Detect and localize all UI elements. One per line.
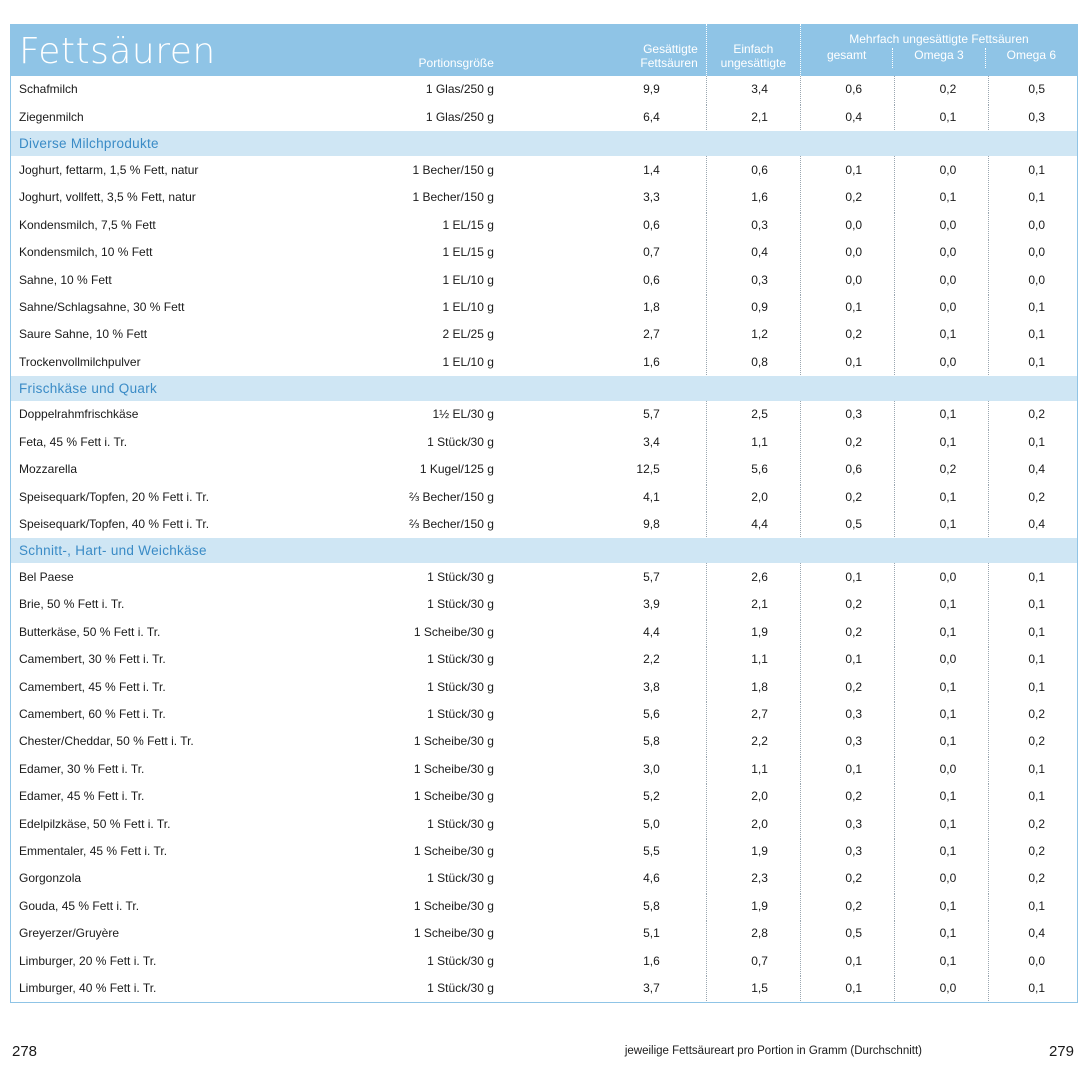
portion-size: 1 Scheibe/30 g: [394, 919, 502, 946]
omega6-value: 0,1: [989, 673, 1077, 700]
table-row: [11, 483, 1077, 510]
mono-value: 2,3: [706, 865, 800, 892]
omega6-value: 0,2: [989, 401, 1077, 428]
food-name: Limburger, 40 % Fett i. Tr.: [11, 974, 394, 1001]
omega3-value: 0,1: [895, 103, 989, 130]
portion-size: 2 EL/25 g: [394, 321, 502, 348]
omega3-value: 0,1: [895, 184, 989, 211]
omega3-value: 0,1: [895, 700, 989, 727]
portion-size: 1 EL/15 g: [394, 211, 502, 238]
omega6-value: 0,2: [989, 700, 1077, 727]
saturated-value: 5,7: [502, 563, 706, 590]
category-row: [11, 538, 1077, 564]
food-name: Joghurt, fettarm, 1,5 % Fett, natur: [11, 156, 394, 183]
saturated-value: 5,7: [502, 401, 706, 428]
omega3-value: 0,1: [895, 892, 989, 919]
portion-size: 1 Scheibe/30 g: [394, 618, 502, 645]
omega6-value: 0,0: [989, 266, 1077, 293]
omega6-value: 0,3: [989, 103, 1077, 130]
mono-value: 1,2: [706, 321, 800, 348]
table-row: [11, 563, 1077, 590]
table-row: [11, 184, 1077, 211]
omega6-value: 0,2: [989, 865, 1077, 892]
poly-total-value: 0,1: [800, 293, 894, 320]
omega3-value: 0,1: [895, 483, 989, 510]
omega6-value: 0,1: [989, 428, 1077, 455]
poly-total-value: 0,3: [800, 401, 894, 428]
category-row: [11, 131, 1077, 157]
poly-total-value: 0,2: [800, 892, 894, 919]
omega3-value: 0,1: [895, 618, 989, 645]
food-name: Camembert, 60 % Fett i. Tr.: [11, 700, 394, 727]
food-name: Bel Paese: [11, 563, 394, 590]
saturated-value: 5,5: [502, 837, 706, 864]
food-name: Emmentaler, 45 % Fett i. Tr.: [11, 837, 394, 864]
omega6-value: 0,0: [989, 211, 1077, 238]
table-row: [11, 266, 1077, 293]
food-name: Ziegenmilch: [11, 103, 394, 130]
portion-size: 1 EL/10 g: [394, 348, 502, 375]
omega6-value: 0,1: [989, 348, 1077, 375]
page-footer: [0, 1043, 1088, 1063]
mono-value: 2,7: [706, 700, 800, 727]
omega3-value: 0,2: [895, 456, 989, 483]
poly-total-value: 0,1: [800, 348, 894, 375]
saturated-value: 1,4: [502, 156, 706, 183]
category-row: [11, 375, 1077, 401]
food-name: Doppelrahmfrischkäse: [11, 401, 394, 428]
header-multi-total: gesamt: [826, 48, 867, 62]
mono-value: 0,3: [706, 211, 800, 238]
category-label: Schnitt-, Hart- und Weichkäse: [11, 538, 1077, 564]
mono-value: 1,1: [706, 646, 800, 673]
table-row: [11, 456, 1077, 483]
poly-total-value: 0,1: [800, 974, 894, 1001]
saturated-value: 9,9: [502, 76, 706, 103]
mono-value: 2,8: [706, 919, 800, 946]
food-name: Chester/Cheddar, 50 % Fett i. Tr.: [11, 728, 394, 755]
food-name: Kondensmilch, 10 % Fett: [11, 238, 394, 265]
portion-size: 1 Stück/30 g: [394, 646, 502, 673]
portion-size: 1 Stück/30 g: [394, 974, 502, 1001]
saturated-value: 0,6: [502, 266, 706, 293]
food-name: Edamer, 45 % Fett i. Tr.: [11, 782, 394, 809]
portion-size: 1 Stück/30 g: [394, 428, 502, 455]
omega3-value: 0,0: [895, 238, 989, 265]
portion-size: 1 Becher/150 g: [394, 184, 502, 211]
table-header: [11, 24, 1077, 76]
saturated-value: 12,5: [502, 456, 706, 483]
mono-value: 2,1: [706, 591, 800, 618]
food-name: Edamer, 30 % Fett i. Tr.: [11, 755, 394, 782]
poly-total-value: 0,2: [800, 483, 894, 510]
header-multi: [800, 24, 1077, 76]
food-name: Mozzarella: [11, 456, 394, 483]
omega6-value: 0,0: [989, 238, 1077, 265]
portion-size: 1 EL/10 g: [394, 293, 502, 320]
saturated-value: 5,8: [502, 892, 706, 919]
portion-size: 1 Scheibe/30 g: [394, 837, 502, 864]
table-row: [11, 673, 1077, 700]
omega6-value: 0,1: [989, 782, 1077, 809]
portion-size: 1 Stück/30 g: [394, 947, 502, 974]
saturated-value: 9,8: [502, 510, 706, 537]
mono-value: 2,6: [706, 563, 800, 590]
saturated-value: 0,7: [502, 238, 706, 265]
saturated-value: 6,4: [502, 103, 706, 130]
poly-total-value: 0,0: [800, 211, 894, 238]
footer-note: jeweilige Fettsäureart pro Portion in Gramm (Durchschnitt): [624, 1045, 922, 1057]
page-number-left: 278: [12, 1043, 38, 1060]
table-row: [11, 211, 1077, 238]
omega6-value: 0,1: [989, 618, 1077, 645]
food-name: Brie, 50 % Fett i. Tr.: [11, 591, 394, 618]
food-name: Gouda, 45 % Fett i. Tr.: [11, 892, 394, 919]
mono-value: 2,2: [706, 728, 800, 755]
portion-size: 1 Scheibe/30 g: [394, 728, 502, 755]
portion-size: 1 Stück/30 g: [394, 563, 502, 590]
food-name: Kondensmilch, 7,5 % Fett: [11, 211, 394, 238]
omega6-value: 0,1: [989, 646, 1077, 673]
table-row: [11, 919, 1077, 946]
portion-size: 1 Scheibe/30 g: [394, 892, 502, 919]
saturated-value: 3,3: [502, 184, 706, 211]
food-name: Feta, 45 % Fett i. Tr.: [11, 428, 394, 455]
poly-total-value: 0,2: [800, 865, 894, 892]
saturated-value: 5,1: [502, 919, 706, 946]
portion-size: 1 EL/15 g: [394, 238, 502, 265]
poly-total-value: 0,1: [800, 646, 894, 673]
portion-size: 1 Kugel/125 g: [394, 456, 502, 483]
mono-value: 0,4: [706, 238, 800, 265]
header-mono-line2: ungesättigte: [720, 56, 787, 70]
omega6-value: 0,1: [989, 321, 1077, 348]
header-omega3: Omega 3: [892, 48, 984, 68]
omega3-value: 0,0: [895, 348, 989, 375]
table-row: [11, 892, 1077, 919]
omega3-value: 0,1: [895, 401, 989, 428]
mono-value: 0,9: [706, 293, 800, 320]
food-name: Speisequark/Topfen, 40 % Fett i. Tr.: [11, 510, 394, 537]
saturated-value: 1,8: [502, 293, 706, 320]
table-row: [11, 238, 1077, 265]
mono-value: 0,6: [706, 156, 800, 183]
omega6-value: 0,2: [989, 728, 1077, 755]
omega3-value: 0,1: [895, 510, 989, 537]
poly-total-value: 0,2: [800, 782, 894, 809]
poly-total-value: 0,3: [800, 728, 894, 755]
food-name: Joghurt, vollfett, 3,5 % Fett, natur: [11, 184, 394, 211]
poly-total-value: 0,1: [800, 755, 894, 782]
category-label: Diverse Milchprodukte: [11, 131, 1077, 157]
omega6-value: 0,2: [989, 810, 1077, 837]
omega3-value: 0,1: [895, 673, 989, 700]
omega6-value: 0,2: [989, 837, 1077, 864]
food-name: Camembert, 45 % Fett i. Tr.: [11, 673, 394, 700]
page-number-right: 279: [1048, 1043, 1074, 1060]
table-row: [11, 156, 1077, 183]
mono-value: 1,9: [706, 892, 800, 919]
omega6-value: 0,1: [989, 184, 1077, 211]
poly-total-value: 0,2: [800, 591, 894, 618]
poly-total-value: 0,0: [800, 238, 894, 265]
omega3-value: 0,1: [895, 321, 989, 348]
page-title: Fettsäuren: [19, 31, 216, 72]
poly-total-value: 0,2: [800, 428, 894, 455]
poly-total-value: 0,2: [800, 184, 894, 211]
mono-value: 1,8: [706, 673, 800, 700]
mono-value: 1,1: [706, 755, 800, 782]
portion-size: 1 Stück/30 g: [394, 810, 502, 837]
omega6-value: 0,1: [989, 974, 1077, 1001]
omega6-value: 0,2: [989, 483, 1077, 510]
portion-size: 1 Stück/30 g: [394, 591, 502, 618]
table-row: [11, 618, 1077, 645]
mono-value: 2,5: [706, 401, 800, 428]
table-row: [11, 728, 1077, 755]
table-row: [11, 591, 1077, 618]
table-row: [11, 76, 1077, 103]
portion-size: 1 Stück/30 g: [394, 865, 502, 892]
fatty-acid-table: [11, 24, 1077, 1002]
mono-value: 1,5: [706, 974, 800, 1001]
saturated-value: 5,0: [502, 810, 706, 837]
category-label: Frischkäse und Quark: [11, 375, 1077, 401]
header-saturated: [502, 24, 706, 76]
mono-value: 1,6: [706, 184, 800, 211]
omega3-value: 0,1: [895, 782, 989, 809]
saturated-value: 4,4: [502, 618, 706, 645]
saturated-value: 5,2: [502, 782, 706, 809]
mono-value: 2,0: [706, 810, 800, 837]
poly-total-value: 0,3: [800, 810, 894, 837]
saturated-value: 4,1: [502, 483, 706, 510]
omega6-value: 0,5: [989, 76, 1077, 103]
poly-total-value: 0,0: [800, 266, 894, 293]
saturated-value: 5,6: [502, 700, 706, 727]
portion-size: 1 Stück/30 g: [394, 700, 502, 727]
omega6-value: 0,4: [989, 919, 1077, 946]
table-row: [11, 810, 1077, 837]
food-name: Schafmilch: [11, 76, 394, 103]
mono-value: 4,4: [706, 510, 800, 537]
food-name: Sahne, 10 % Fett: [11, 266, 394, 293]
omega6-value: 0,1: [989, 755, 1077, 782]
poly-total-value: 0,4: [800, 103, 894, 130]
portion-size: ⅔ Becher/150 g: [394, 483, 502, 510]
mono-value: 2,1: [706, 103, 800, 130]
portion-size: 1 Glas/250 g: [394, 103, 502, 130]
omega6-value: 0,1: [989, 892, 1077, 919]
portion-size: 1 Scheibe/30 g: [394, 755, 502, 782]
mono-value: 3,4: [706, 76, 800, 103]
header-multi-label: Mehrfach ungesättigte Fettsäuren: [849, 32, 1029, 46]
mono-value: 1,9: [706, 837, 800, 864]
omega6-value: 0,4: [989, 510, 1077, 537]
omega3-value: 0,0: [895, 563, 989, 590]
omega3-value: 0,0: [895, 266, 989, 293]
saturated-value: 2,7: [502, 321, 706, 348]
omega3-value: 0,1: [895, 428, 989, 455]
table-row: [11, 401, 1077, 428]
portion-size: 1 Stück/30 g: [394, 673, 502, 700]
header-portion: Portionsgröße: [418, 56, 494, 70]
header-saturated-line1: Gesättigte: [643, 42, 698, 56]
omega3-value: 0,0: [895, 646, 989, 673]
omega3-value: 0,0: [895, 156, 989, 183]
saturated-value: 2,2: [502, 646, 706, 673]
table-row: [11, 103, 1077, 130]
portion-size: ⅔ Becher/150 g: [394, 510, 502, 537]
poly-total-value: 0,1: [800, 156, 894, 183]
poly-total-value: 0,3: [800, 837, 894, 864]
page: [10, 24, 1078, 1003]
portion-size: 1 Scheibe/30 g: [394, 782, 502, 809]
saturated-value: 3,0: [502, 755, 706, 782]
poly-total-value: 0,2: [800, 673, 894, 700]
omega3-value: 0,0: [895, 865, 989, 892]
poly-total-value: 0,5: [800, 510, 894, 537]
poly-total-value: 0,3: [800, 700, 894, 727]
table-row: [11, 510, 1077, 537]
food-name: Trockenvollmilchpulver: [11, 348, 394, 375]
portion-size: 1 EL/10 g: [394, 266, 502, 293]
table-row: [11, 755, 1077, 782]
table-row: [11, 428, 1077, 455]
poly-total-value: 0,2: [800, 618, 894, 645]
omega6-value: 0,4: [989, 456, 1077, 483]
poly-total-value: 0,1: [800, 947, 894, 974]
mono-value: 5,6: [706, 456, 800, 483]
omega3-value: 0,1: [895, 810, 989, 837]
mono-value: 0,3: [706, 266, 800, 293]
table-row: [11, 974, 1077, 1001]
omega3-value: 0,1: [895, 919, 989, 946]
poly-total-value: 0,6: [800, 76, 894, 103]
mono-value: 2,0: [706, 483, 800, 510]
saturated-value: 5,8: [502, 728, 706, 755]
header-mono-line1: Einfach: [733, 42, 774, 56]
table-row: [11, 321, 1077, 348]
omega3-value: 0,0: [895, 974, 989, 1001]
food-name: Gorgonzola: [11, 865, 394, 892]
table-row: [11, 293, 1077, 320]
omega6-value: 0,1: [989, 293, 1077, 320]
mono-value: 0,7: [706, 947, 800, 974]
table-row: [11, 865, 1077, 892]
omega3-value: 0,0: [895, 211, 989, 238]
table-row: [11, 646, 1077, 673]
poly-total-value: 0,5: [800, 919, 894, 946]
saturated-value: 3,4: [502, 428, 706, 455]
omega3-value: 0,0: [895, 755, 989, 782]
saturated-value: 3,9: [502, 591, 706, 618]
omega6-value: 0,1: [989, 563, 1077, 590]
food-name: Butterkäse, 50 % Fett i. Tr.: [11, 618, 394, 645]
food-name: Camembert, 30 % Fett i. Tr.: [11, 646, 394, 673]
table-row: [11, 782, 1077, 809]
saturated-value: 3,7: [502, 974, 706, 1001]
omega6-value: 0,1: [989, 591, 1077, 618]
food-name: Limburger, 20 % Fett i. Tr.: [11, 947, 394, 974]
omega3-value: 0,1: [895, 591, 989, 618]
poly-total-value: 0,2: [800, 321, 894, 348]
fatty-acid-table-frame: [10, 24, 1078, 1003]
omega3-value: 0,0: [895, 293, 989, 320]
saturated-value: 1,6: [502, 348, 706, 375]
table-body: [11, 76, 1077, 1002]
table-row: [11, 837, 1077, 864]
table-row: [11, 348, 1077, 375]
food-name: Edelpilzkäse, 50 % Fett i. Tr.: [11, 810, 394, 837]
saturated-value: 4,6: [502, 865, 706, 892]
mono-value: 1,9: [706, 618, 800, 645]
portion-size: 1 Glas/250 g: [394, 76, 502, 103]
omega3-value: 0,1: [895, 947, 989, 974]
omega3-value: 0,2: [895, 76, 989, 103]
food-name: Greyerzer/Gruyère: [11, 919, 394, 946]
poly-total-value: 0,6: [800, 456, 894, 483]
portion-size: 1 Becher/150 g: [394, 156, 502, 183]
omega6-value: 0,1: [989, 156, 1077, 183]
poly-total-value: 0,1: [800, 563, 894, 590]
header-mono: [706, 24, 800, 76]
food-name: Saure Sahne, 10 % Fett: [11, 321, 394, 348]
food-name: Speisequark/Topfen, 20 % Fett i. Tr.: [11, 483, 394, 510]
saturated-value: 0,6: [502, 211, 706, 238]
table-row: [11, 947, 1077, 974]
header-saturated-line2: Fettsäuren: [640, 56, 698, 70]
mono-value: 1,1: [706, 428, 800, 455]
omega3-value: 0,1: [895, 837, 989, 864]
table-row: [11, 700, 1077, 727]
saturated-value: 3,8: [502, 673, 706, 700]
food-name: Sahne/Schlagsahne, 30 % Fett: [11, 293, 394, 320]
mono-value: 0,8: [706, 348, 800, 375]
omega3-value: 0,1: [895, 728, 989, 755]
omega6-value: 0,0: [989, 947, 1077, 974]
portion-size: 1½ EL/30 g: [394, 401, 502, 428]
header-omega6: Omega 6: [985, 48, 1077, 68]
mono-value: 2,0: [706, 782, 800, 809]
saturated-value: 1,6: [502, 947, 706, 974]
